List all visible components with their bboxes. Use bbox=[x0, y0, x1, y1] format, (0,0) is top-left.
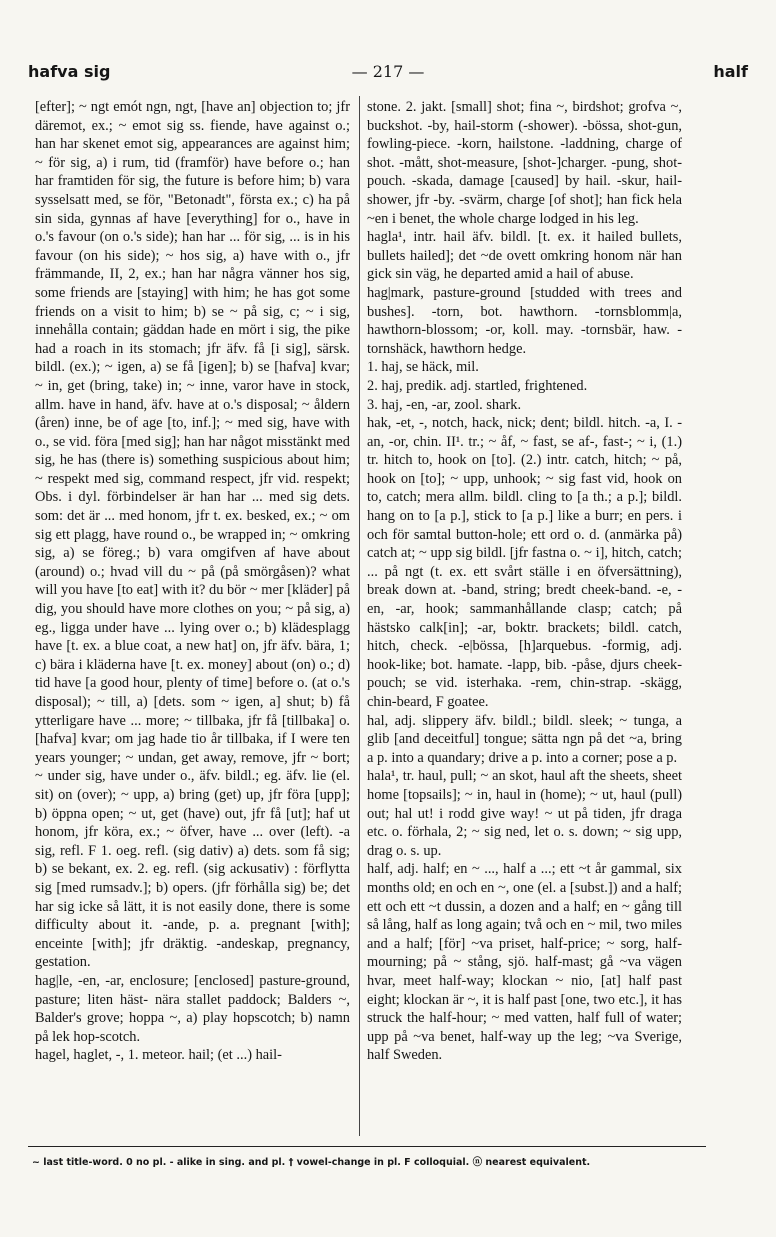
right-column bbox=[367, 98, 682, 1128]
entry-paragraph: hala¹, tr. haul, pull; ~ an skot, haul aft the sheets, sheet home [topsails]; ~ in, haul in (home); ~ ut, haul (pull) out; hal ut! i rodd give way! ~ ut på tiden, jfr draga etc. o. förhala, 2; ~ sig ned, let o. s. down; ~ sig upp, drag o. s. up. bbox=[367, 768, 682, 859]
entry-paragraph: 3. haj, -en, -ar, zool. shark. bbox=[367, 396, 522, 413]
entry-paragraph: 1. haj, se häck, mil. bbox=[367, 359, 479, 376]
entry-paragraph: hag|le, -en, -ar, enclosure; [enclosed] pasture-ground, pasture; liten häst- nära stallet paddock; Balders ~, Balder's grove; hoppa ~, a) play hopscotch; b) namn på lek hop-scotch. bbox=[35, 972, 350, 1045]
entry-paragraph: hak, -et, -, notch, hack, nick; dent; bildl. hitch. -a, I. -an, -or, chin. II¹. tr.; ~ åf, ~ fast, se af-, fast-; ~ i, (1.) tr. hitch to, hook on [to]. (2.) intr. catch, hitch; ~ på, hook on [to]; ~ upp, unhook; ~ sig fast vid, hook on to, catch; mera allm. bildl. cling to [a th.; a p.]; bildl. hang on to [a p.], stick to [a p.] like a burr; en pers. i och för samtal button-hole; ett ord o. d. (anmärka på) catch at; ~ upp sig bildl. [jfr fastna o. ~ i], hitch, catch; ... på ngt (t. ex. ett svårt ställe i en öfversättning), break down at. -band, string; bredt cheek-band. -e, -en, -ar, hook; sammanhållande clasp; catch; på hästsko calk[in]; -ar, boktr. brackets; bildl. catch, hitch, check. -e|bössa, [h]arquebus. -formig, adj. hook-like; bot. hamate. -lapp, bib. -påse, djurs cheek-pouch; se vid. isterhaka. -rem, chin-strap. -skägg, chin-beard, F goatee. bbox=[367, 415, 682, 710]
entry-paragraph: [efter]; ~ ngt emót ngn, ngt, [have an] objection to; jfr däremot, ex.; ~ emot sig ss. fiende, have against o.; han har skenet emot sig, appearances are against him; ~ för sig, a) i rum, tid (framför) have before o.; han har framtiden för sig, the future is before him; b) vara sysselsatt med, se för, "Betonadt", första ex.; c) ha på sin sida, gynnas af have [everything] for o., have in o.'s favour (on o.'s side); han har ... för sig, ... is in his favour (on his side); ~ hos sig, a) have with o., jfr främmande, II, 2, ex.; han har några vänner hos sig, some friends are [staying] with him; he has got some friends on a visit to him; b) se ~ på sig, c; ~ i sig, innehålla contain; gäddan hade en mört i sig, the pike had a roach in its stomach; jfr äfv. få [i sig], särsk. bildl. (ex.); ~ igen, a) se få [igen]; b) se [hafva] kvar; ~ in, get (bring, take) in; ~ inne, varor have in stock, allm. have in hand, äfv. have at o.'s disposal; ~ åldern (åren) inne, be of age [to, inf.]; ~ med sig, have with o., se vid. föra [med sig]; han har något misstänkt med sig, he has (there is) something suspicious about him; ~ respekt med sig, command respect, jfr vid. respekt; Obs. i dyl. förbindelser är han har ... med sig dets. som: det är ... med honom, jfr t. ex. besked, ex.; ~ om sig ett plagg, have round o., be wrapped in; ~ omkring sig, a) se föreg.; b) vara omgifven af have about (around) o.; hvad vill du ~ på (på smörgåsen)? what will you have [to eat] with it? du bör ~ mer [kläder] på dig, you should have more clothes on you; ~ på sig, a) eg., ligga under have ... lying over o.; b) klädesplagg have [t. ex. a blue coat, a new hat] on, jfr äfv. bära, 1; c) bära i kläderna have [t. ex. money] about (on) o.; d) tid have [a good hour, plenty of time] before o. (at o.'s disposal); ~ till, a) [dets. som ~ igen, a] shut; b) få ytterligare have ... more; ~ tillbaka, jfr få [tillbaka] o. [hafva] kvar; om jag hade tio år tillbaka, if I were ten years younger; ~ undan, get away, remove, jfr ~ bort; ~ under sig, have under o., äfv. bildl.; eg. äfv. lie (el. sit) on (over); ~ upp, a) bring (get) up, jfr föra [upp]; b) öppna open; ~ ut, get (have) out, jfr få [ut]; haf ut honom, jfr köra, ex.; ~ öfver, have ... over (left). -a sig, refl. F 1. oeg. refl. (sig dativ) a) dets. som få sig; b) se bekant, ex. 2. eg. refl. (sig ackusativ) : förflytta sig [med rumsadv.]; b) opers. (jfr förhålla sig) be; det har sig icke så lätt, it is not easily done, there is some difficulty about it. -ande, p. a. pregnant [with]; enceinte [with]; jfr dräktig. -andeskap, pregnancy, gestation. bbox=[35, 99, 350, 971]
entry-paragraph: half, adj. half; en ~ ..., half a ...; ett ~t år gammal, six months old; en och en ~, one (el. a [subst.]) and a half; ett och ett ~t dussin, a dozen and a half; en ~ gång till så lång, half as long again; två och en ~ mil, two miles and a half; [för] ~va priset, half-price; ~ sorg, half-mourning; på ~ stång, sjö. half-mast; gå ~va vägen hvar, meet half-way; klockan ~ nio, [at] half past eight; klockan är ~, it is half past [one, two etc.], it has struck the half-hour; ~ med vatten, half full of water; upp på ~va benet, half-way up the leg; ~va Sverige, half Sweden. bbox=[367, 861, 682, 1064]
entry-paragraph: hagel, haglet, -, 1. meteor. hail; (et ...) hail- bbox=[35, 1047, 282, 1064]
left-column bbox=[35, 98, 350, 1128]
entry-paragraph: 2. haj, predik. adj. startled, frightened. bbox=[367, 377, 588, 394]
header-left-guide-word: hafva sig bbox=[28, 62, 111, 81]
footer-divider bbox=[28, 1146, 706, 1147]
page-header bbox=[28, 62, 748, 84]
entry-paragraph: hag|mark, pasture-ground [studded with trees and bushes]. -torn, bot. hawthorn. -tornsblomm|a, hawthorn-blossom; -or, koll. may. -tornsbär, haw. -tornshäck, hawthorn hedge. bbox=[367, 284, 682, 357]
entry-paragraph: hal, adj. slippery äfv. bildl.; bildl. sleek; ~ tunga, a glib [and deceitful] tongue; sätta ngn på det ~a, bring a p. into a quandary; drive a p. into a corner; pose a p. bbox=[367, 712, 682, 766]
header-right-guide-word: half bbox=[713, 62, 748, 81]
column-divider bbox=[359, 96, 360, 1136]
entry-paragraph: stone. 2. jakt. [small] shot; fina ~, birdshot; grofva ~, buckshot. -by, hail-storm (-shower). -bössa, shot-gun, fowling-piece. -korn, hailstone. -laddning, charge of shot. -mått, shot-measure, [shot-]charger. -pung, shot-pouch. -skada, damage [caused] by hail. -skur, hail-shower, jfr -by. -svärm, charge [of shot]; han fick hela ~en i benet, the whole charge lodged in his leg. bbox=[367, 99, 682, 227]
entry-paragraph: hagla¹, intr. hail äfv. bildl. [t. ex. it hailed bullets, bullets hailed]; det ~de ovett omkring honom när han gick sin väg, he departed amid a hail of abuse. bbox=[367, 229, 682, 283]
page-number: — 217 — bbox=[351, 62, 425, 81]
abbreviation-key: ~ last title-word. 0 no pl. - alike in sing. and pl. † vowel-change in pl. F colloquial. ⓝ nearest equivalent. bbox=[32, 1157, 591, 1168]
